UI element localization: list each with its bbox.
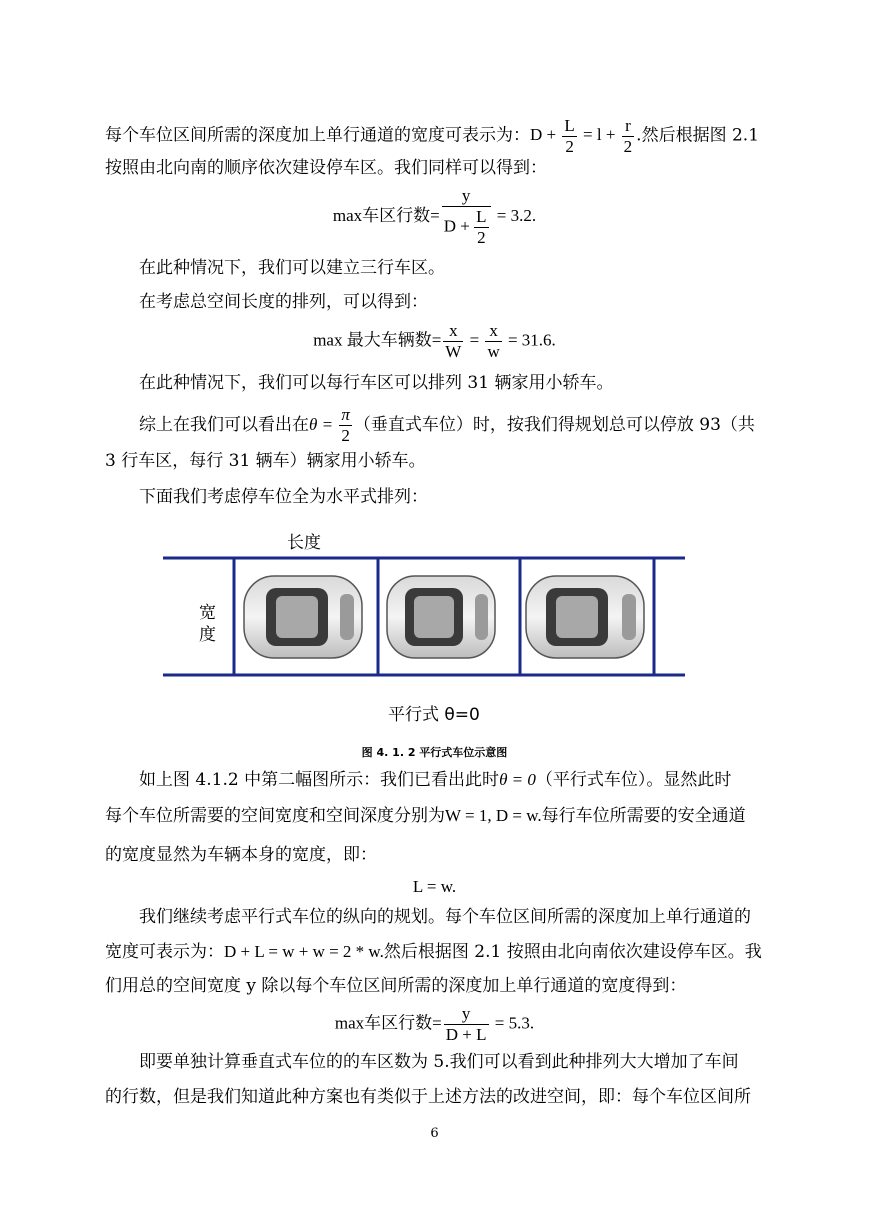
paragraph-line: 即要单独计算垂直式车位的的车区数为 5.我们可以看到此种排列大大增加了车间 [139,1052,739,1072]
car-image [244,576,362,658]
paragraph-line: 每个车位所需要的空间宽度和空间深度分别为W = 1, D = w.每行车位所需要的安全通道 [105,806,746,826]
figure-caption: 图 4. 1. 2 平行式车位示意图 [361,746,508,759]
equation-max-rows-parallel: max车区行数= $\frac{y}{D + L}$ = 5.3. [334,1004,535,1044]
paragraph-line: 们用总的空间宽度 y 除以每个车位区间所需的深度加上单行通道的宽度得到： [105,976,687,996]
equation-l-equals-w: L = w. [412,877,457,896]
paragraph-line: 综上在我们可以看出在θ = $\frac{\pi}{2}$ （垂直式车位）时，按我们得规划总可以停放 93（共 [139,405,755,445]
paragraph-line: 每个车位区间所需的深度加上单行通道的宽度可表示为：D + $\frac{L}{2}$ = l + $\frac{r}{2}$ .然后根据图 2.1 [105,116,760,156]
paragraph-line: 在此种情况下，我们可以每行车区可以排列 31 辆家用小轿车。 [139,373,614,393]
paragraph-line: 的宽度显然为车辆本身的宽度，即： [105,845,377,865]
paragraph-line: 的行数，但是我们知道此种方案也有类似于上述方法的改进空间，即：每个车位区间所 [105,1087,751,1107]
paragraph-line: 3 行车区，每行 31 辆车）辆家用小轿车。 [105,451,426,471]
paragraph-line: 如上图 4.1.2 中第二幅图所示：我们已看出此时θ = 0（平行式车位）。显然此时 [139,770,732,790]
equation-max-cars: max 最大车辆数= $\frac{x}{W}$ = $\frac{x}{w}$ = 31.6. [313,321,556,361]
label-width: 度 [199,625,216,645]
inline-equation: D + $\frac{L}{2}$ = l + $\frac{r}{2}$ [530,116,633,156]
label-width: 宽 [199,603,216,623]
car-image [526,576,644,658]
paragraph-line: 在考虑总空间长度的排列，可以得到： [139,292,428,312]
label-parallel-theta: 平行式 θ=0 [388,705,480,725]
paragraph-line: 下面我们考虑停车位全为水平式排列： [139,487,428,507]
parking-diagram [0,520,869,720]
paragraph-line: 按照由北向南的顺序依次建设停车区。我们同样可以得到： [105,158,547,178]
figure-parallel-parking [0,520,869,730]
page-number: 6 [430,1126,439,1141]
paragraph-line: 我们继续考虑平行式车位的纵向的规划。每个车位区间所需的深度加上单行通道的 [139,907,751,927]
paragraph-line: 宽度可表示为：D + L = w + w = 2 * w.然后根据图 2.1 按照由北向南依次建设停车区。我 [105,942,762,962]
paragraph-line: 在此种情况下，我们可以建立三行车区。 [139,258,445,278]
equation-max-rows: max车区行数= y D + $\frac{L}{2}$ = 3.2. [332,186,537,247]
label-length: 长度 [287,533,321,553]
car-image [387,576,495,658]
